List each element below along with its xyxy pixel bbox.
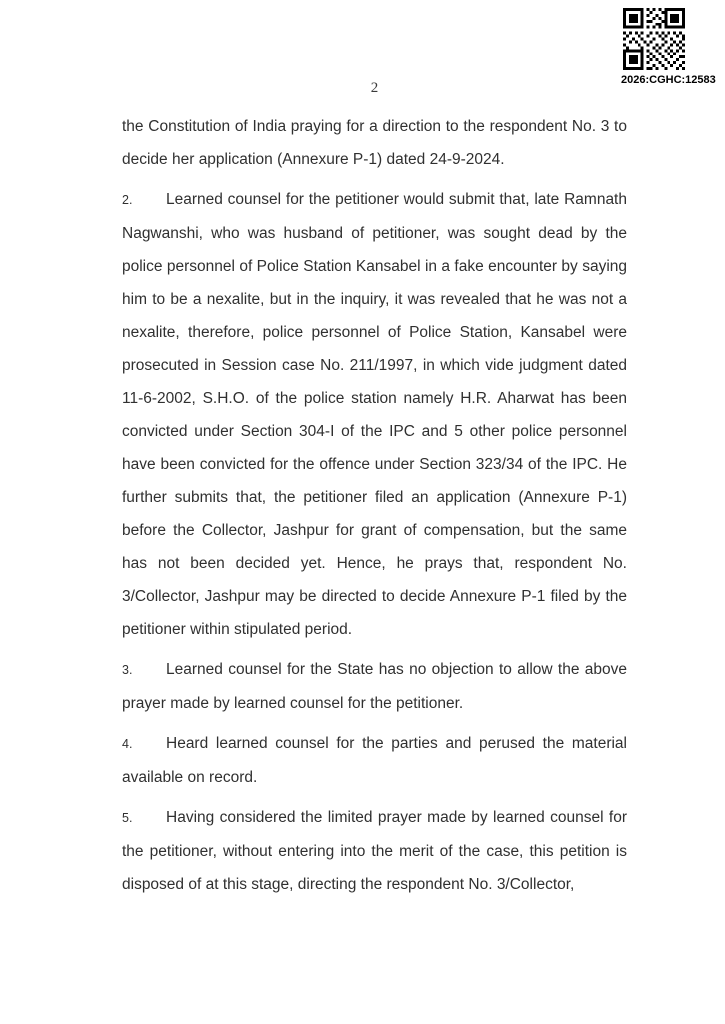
paragraph-text: Heard learned counsel for the parties and perused the material available on record.: [122, 735, 627, 786]
paragraph-text: the Constitution of India praying for a direction to the respondent No. 3 to decide her application (Annexure P-1) dated 24-9-2024.: [122, 118, 627, 168]
page-number: 2: [370, 80, 379, 96]
document-body: [122, 80, 627, 908]
paragraph-number: 5.: [122, 811, 133, 825]
qr-code-icon: [623, 8, 685, 70]
paragraph-5: [122, 801, 627, 901]
paragraph-3: [122, 653, 627, 720]
qr-block: [621, 8, 716, 86]
paragraph-number: 4.: [122, 737, 133, 751]
paragraph-text: Having considered the limited prayer made by learned counsel for the petitioner, without entering into the merit of the case, this petition is disposed of at this stage, directing the respondent No. 3/Collector,: [122, 809, 627, 893]
paragraph-text: Learned counsel for the petitioner would submit that, late Ramnath Nagwanshi, who was husband of petitioner, was sought dead by the police personnel of Police Station Kansabel in a fake encounter by saying him to be a nexalite, but in the inquiry, it was revealed that he was not a nexalite, therefore, police personnel of Police Station, Kansabel were prosecuted in Session case No. 211/1997, in which vide judgment dated 11-6-2002, S.H.O. of the police station namely H.R. Aharwat has been convicted under Section 304-I of the IPC and 5 other police personnel have been convicted for the offence under Section 323/34 of the IPC. He further submits that, the petitioner filed an application (Annexure P-1) before the Collector, Jashpur for grant of compensation, but the same has not been decided yet. Hence, he prays that, respondent No. 3/Collector, Jashpur may be directed to decide Annexure P-1 filed by the petitioner within stipulated period.: [122, 191, 627, 638]
paragraph-number: 2.: [122, 193, 133, 207]
paragraph-continuation: [122, 110, 627, 176]
paragraph-text: Learned counsel for the State has no objection to allow the above prayer made by learned counsel for the petitioner.: [122, 661, 627, 712]
paragraph-number: 3.: [122, 663, 133, 677]
case-citation-label: 2026:CGHC:12583: [621, 74, 716, 86]
paragraph-4: [122, 727, 627, 794]
paragraph-2: [122, 183, 627, 646]
